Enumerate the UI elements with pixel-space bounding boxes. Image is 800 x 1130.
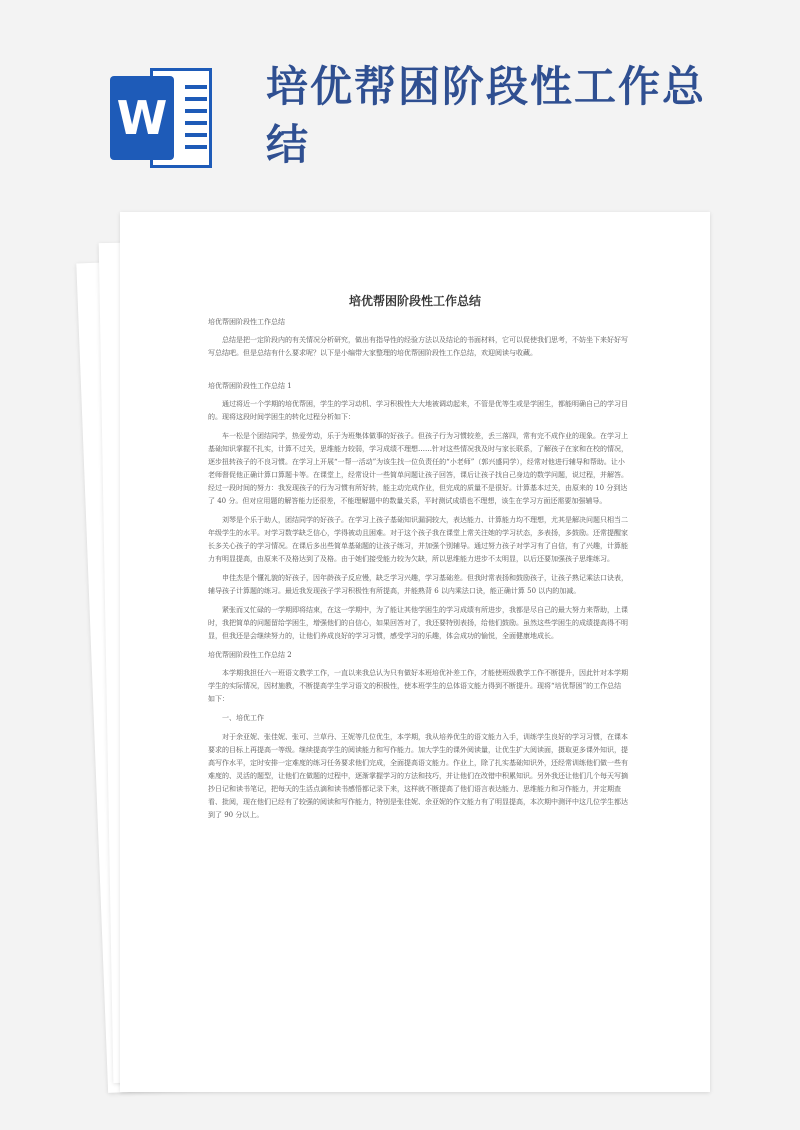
page-header	[0, 0, 800, 200]
word-letter-badge: W	[110, 76, 174, 160]
document-paragraph: 通过将近一个学期的培优帮困，学生的学习动机、学习积极性大大地被调动起来，不管是优等生或是学困生，都能明确自己的学习目的。现将这段时间学困生的转化过程分析如下：	[208, 400, 628, 421]
page-title: 培优帮困阶段性工作总结	[266, 62, 707, 169]
document-title: 培优帮困阶段性工作总结	[348, 294, 481, 308]
document-body	[208, 316, 628, 828]
document-paragraph: 刘琴是个乐于助人，团结同学的好孩子。在学习上孩子基础知识漏洞较大，表达能力、计算能力均不理想，尤其是解决问题只相当二年级学生的水平。对学习数学缺乏信心，学得被动且困难。对于这个孩子我在课堂上常关注她的学习状态，多表扬，多鼓励。还常提醒家长多关心孩子的学习情况。在课后多出些简单基础题的让孩子练习，并加强个别辅导。通过努力孩子对学习有了自信，有了兴趣，计算能力有明显提高，由原来不及格达到了及格。由于她们接受能力较为欠缺，所以思维能力进步不太明显，以后还要加强孩子思维练习。	[208, 516, 628, 563]
section-heading: 培优帮困阶段性工作总结 1	[208, 382, 292, 390]
document-paragraph: 申佳杰是个懂礼貌的好孩子，因年龄孩子反应慢，缺乏学习兴趣，学习基础差。但我时常表扬和鼓励孩子，让孩子熟记乘法口诀表，辅导孩子计算题的练习。最近我发现孩子学习积极性有所提高，并能熟背 6 以内乘法口诀，能正确计算 50 以内的加减。	[208, 574, 628, 595]
document-page	[120, 212, 710, 1092]
section-subheading: 一、培优工作	[222, 714, 264, 722]
section-heading: 培优帮困阶段性工作总结 2	[208, 651, 292, 659]
document-paragraph: 总结是把一定阶段内的有关情况分析研究，做出有指导性的经验方法以及结论的书面材料，它可以促使我们思考，不妨坐下来好好写写总结吧。但是总结有什么要求呢？以下是小编带大家整理的培优帮困阶段性工作总结，欢迎阅读与收藏。	[208, 336, 628, 357]
word-document-icon	[110, 68, 218, 168]
document-paragraph: 紧张而又忙碌的一学期即将结束，在这一学期中，为了能让其他学困生的学习成绩有所进步，我都是尽自己的最大努力来帮助，上课时，我把简单的问题留给学困生，增强他们的自信心，如果回答对了，我还要特别表扬，给他们鼓励。虽然这些学困生的成绩提高得不明显，但我还是会继续努力的，让他们养成良好的学习习惯，感受学习的乐趣，体会成功的愉悦，全面健康地成长。	[208, 606, 628, 640]
document-paragraph: 培优帮困阶段性工作总结	[208, 318, 285, 326]
document-paragraph: 车一松是个团结同学，热爱劳动，乐于为班集体做事的好孩子。但孩子行为习惯较差，丢三落四，常有完不成作业的现象。在学习上基础知识掌握不扎实，计算不过关，思维能力较弱，学习成绩不理想……针对这些情况我及时与家长联系，了解孩子在家和在校的情况，逐步扭转孩子的不良习惯。在学习上开展“一帮一活动”为该生找一位负责任的“小老师”（郭兴盛同学），经常对他进行辅导和帮助。让小老师督促他正确计算口算题卡等。在课堂上，经常设计一些简单问题让孩子回答，课后让孩子找自己身边的数学问题，说过程，并解答。经过一段时间的努力：我发现孩子的行为习惯有所好转，能主动完成作业，但完成的质量不是很好。计算基本过关，由原来的 10 分到达了 40 分。但对应用题的解答能力还很差，不能理解题中的数量关系，平时测试成绩也不理想，该生在学习方面还需要加强辅导。	[208, 432, 628, 505]
document-paragraph: 对于余亚妮、张佳妮、张可、兰草丹、王妮等几位优生，本学期，我从培养优生的语文能力入手，训练学生良好的学习习惯，在课本要求的目标上再提高一等级。继续提高学生的阅读能力和写作能力。加大学生的课外阅读量，让优生扩大阅读面，摄取更多课外知识，提高写作水平，定时安排一定难度的练习任务要求他们完成，全面提高语文能力。作业上，除了扎实基础知识外，还经常训练他们做一些有难度的、灵活的题型，让他们在做题的过程中，逐渐掌握学习的方法和技巧，并让他们在改错中积累知识。另外我还让他们几个每天写摘抄日记和读书笔记，把每天的生活点滴和读书感悟都记录下来，这样就不断提高了他们语言表达能力、思维能力和习作能力，并定期查看、批阅，现在他们已经有了较强的阅读和写作能力，特别是张佳妮、余亚妮的作文能力有了明显提高，本次期中测评中这几位学生都达到了 90 分以上。	[208, 733, 628, 819]
document-paragraph: 本学期我担任六一班语文教学工作，一直以来我总认为只有做好本班培优补差工作，才能使班级教学工作不断提升，因此针对本学期学生的实际情况，因材施教，不断提高学生学习语文的积极性，使本班学生的总体语文能力得到不断提升。现将“培优帮困”的工作总结如下：	[208, 669, 628, 703]
